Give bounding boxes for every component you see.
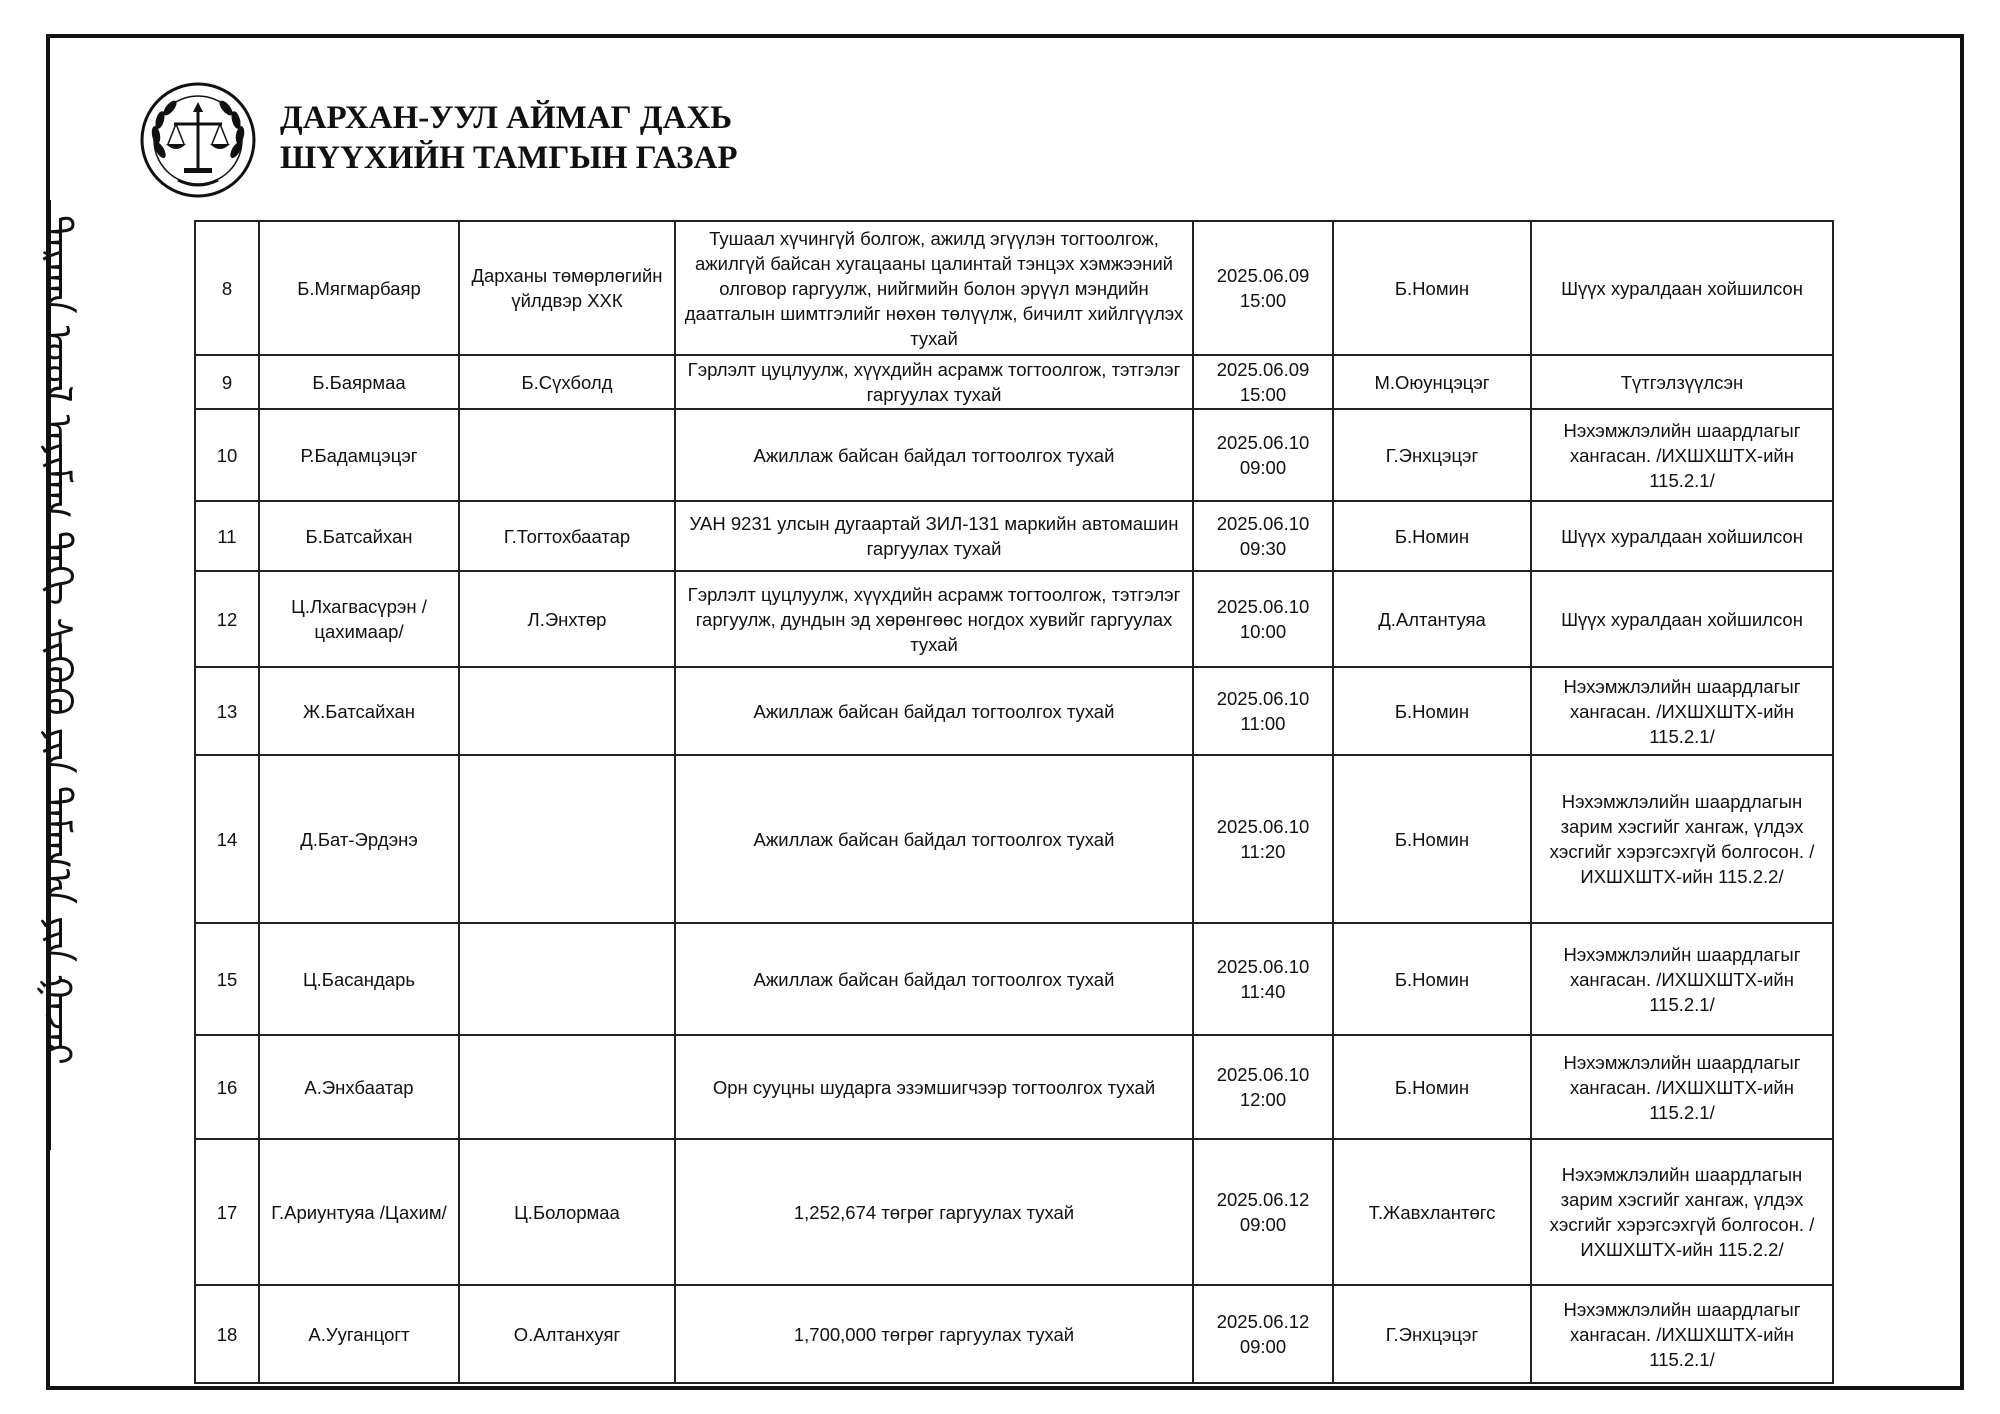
hearing-date: 2025.06.10 (1216, 1064, 1310, 1085)
claim-cell: Ажиллаж байсан байдал тогтоолгох тухай (675, 755, 1193, 923)
table-row (195, 501, 1833, 571)
judge-cell: Б.Номин (1333, 501, 1531, 571)
status-cell: Шүүх хуралдаан хойшилсон (1531, 501, 1833, 571)
organization-name (280, 98, 737, 178)
hearing-datetime-cell (1193, 355, 1333, 409)
claim-cell: Ажиллаж байсан байдал тогтоолгох тухай (675, 409, 1193, 501)
claim-cell: 1,252,674 төгрөг гаргуулах тухай (675, 1139, 1193, 1285)
case-number-cell: 11 (195, 501, 259, 571)
plaintiff-cell: Б.Мягмарбаяр (259, 221, 459, 355)
status-cell: Нэхэмжлэлийн шаардлагыг хангасан. /ИХШХШТХ-ийн 115.2.1/ (1531, 1035, 1833, 1139)
case-number-cell: 18 (195, 1285, 259, 1383)
case-number-cell: 16 (195, 1035, 259, 1139)
table-row (195, 923, 1833, 1035)
judge-cell: Б.Номин (1333, 923, 1531, 1035)
judge-cell: Б.Номин (1333, 755, 1531, 923)
hearing-time: 15:00 (1239, 384, 1287, 405)
table-row (195, 1139, 1833, 1285)
plaintiff-cell: А.Энхбаатар (259, 1035, 459, 1139)
hearing-datetime-cell (1193, 755, 1333, 923)
hearing-time: 09:30 (1239, 538, 1287, 559)
org-line-1: ДАРХАН-УУЛ АЙМАГ ДАХЬ (280, 100, 733, 136)
defendant-cell (459, 409, 675, 501)
case-number-cell: 14 (195, 755, 259, 923)
hearing-datetime-cell (1193, 1035, 1333, 1139)
table-row (195, 355, 1833, 409)
case-number-cell: 15 (195, 923, 259, 1035)
hearing-datetime-cell (1193, 221, 1333, 355)
claim-cell: Орн сууцны шударга эзэмшигчээр тогтоолгох тухай (675, 1035, 1193, 1139)
status-cell: Нэхэмжлэлийн шаардлагыг хангасан. /ИХШХШТХ-ийн 115.2.1/ (1531, 409, 1833, 501)
judge-cell: Б.Номин (1333, 1035, 1531, 1139)
scales-of-justice-emblem-icon (138, 80, 258, 200)
claim-cell: 1,700,000 төгрөг гаргуулах тухай (675, 1285, 1193, 1383)
hearing-time: 12:00 (1239, 1089, 1287, 1110)
hearing-datetime-cell (1193, 571, 1333, 667)
defendant-cell (459, 667, 675, 755)
org-line-2: ШҮҮХИЙН ТАМГЫН ГАЗАР (280, 140, 738, 176)
hearing-datetime-cell (1193, 667, 1333, 755)
defendant-cell (459, 1035, 675, 1139)
hearing-date: 2025.06.10 (1216, 956, 1310, 977)
case-number-cell: 9 (195, 355, 259, 409)
table-row (195, 1285, 1833, 1383)
plaintiff-cell: Г.Ариунтуяа /Цахим/ (259, 1139, 459, 1285)
defendant-cell: Г.Тогтохбаатар (459, 501, 675, 571)
status-cell: Нэхэмжлэлийн шаардлагыг хангасан. /ИХШХШТХ-ийн 115.2.1/ (1531, 667, 1833, 755)
hearing-date: 2025.06.09 (1216, 265, 1310, 286)
defendant-cell: Л.Энхтөр (459, 571, 675, 667)
table-row (195, 755, 1833, 923)
table-row (195, 571, 1833, 667)
hearing-datetime-cell (1193, 923, 1333, 1035)
defendant-cell: Дарханы төмөрлөгийн үйлдвэр ХХК (459, 221, 675, 355)
table-row (195, 667, 1833, 755)
claim-cell: Гэрлэлт цуцлуулж, хүүхдийн асрамж тогтоолгож, тэтгэлэг гаргуулах тухай (675, 355, 1193, 409)
hearing-date: 2025.06.10 (1216, 432, 1310, 453)
case-number-cell: 13 (195, 667, 259, 755)
case-number-cell: 10 (195, 409, 259, 501)
claim-cell: Тушаал хүчингүй болгож, ажилд эгүүлэн тогтоолгож, ажилгүй байсан хугацааны цалинтай тэнцэх хэмжээний олговор гаргуулж, нийгмийн болон эрүүл мэндийн даатгалын шимтгэлийг нөхөн төлүүлж, бичилт хийлгүүлэх тухай (675, 221, 1193, 355)
status-cell: Нэхэмжлэлийн шаардлагын зарим хэсгийг хангаж, үлдэх хэсгийг хэрэгсэхгүй болгосон. /ИХШХШТХ-ийн 115.2.2/ (1531, 1139, 1833, 1285)
status-cell: Нэхэмжлэлийн шаардлагын зарим хэсгийг хангаж, үлдэх хэсгийг хэрэгсэхгүй болгосон. /ИХШХШТХ-ийн 115.2.2/ (1531, 755, 1833, 923)
defendant-cell (459, 923, 675, 1035)
case-number-cell: 12 (195, 571, 259, 667)
hearing-date: 2025.06.10 (1216, 688, 1310, 709)
hearing-date: 2025.06.12 (1216, 1189, 1310, 1210)
plaintiff-cell: Ц.Басандарь (259, 923, 459, 1035)
status-cell: Шүүх хуралдаан хойшилсон (1531, 221, 1833, 355)
hearing-time: 11:40 (1240, 981, 1286, 1002)
status-cell: Нэхэмжлэлийн шаардлагыг хангасан. /ИХШХШТХ-ийн 115.2.1/ (1531, 923, 1833, 1035)
plaintiff-cell: Б.Батсайхан (259, 501, 459, 571)
hearing-time: 15:00 (1239, 290, 1287, 311)
hearing-time: 11:00 (1240, 713, 1286, 734)
status-cell: Шүүх хуралдаан хойшилсон (1531, 571, 1833, 667)
case-number-cell: 17 (195, 1139, 259, 1285)
hearing-datetime-cell (1193, 1139, 1333, 1285)
plaintiff-cell: Д.Бат-Эрдэнэ (259, 755, 459, 923)
claim-cell: УАН 9231 улсын дугаартай ЗИЛ-131 маркийн автомашин гаргуулах тухай (675, 501, 1193, 571)
hearing-time: 09:00 (1239, 1214, 1287, 1235)
mongolian-script-side-text: ᠳᠠᠷᠬᠠᠨ ᠤᠤᠯ ᠠᠶᠢᠮᠠᠭ ᠳᠠᠬᠢ ᠰᠢᠭᠦᠬᠦ ᠶᠢᠨ ᠲᠠᠮᠠᠭ᠎ᠠ ᠶᠢᠨ ᠭᠠᠵᠠᠷ (36, 215, 80, 1065)
hearing-date: 2025.06.09 (1216, 359, 1310, 380)
plaintiff-cell: Б.Баярмаа (259, 355, 459, 409)
claim-cell: Ажиллаж байсан байдал тогтоолгох тухай (675, 667, 1193, 755)
plaintiff-cell: Ж.Батсайхан (259, 667, 459, 755)
case-number-cell: 8 (195, 221, 259, 355)
hearing-datetime-cell (1193, 1285, 1333, 1383)
defendant-cell (459, 755, 675, 923)
defendant-cell: Б.Сүхболд (459, 355, 675, 409)
judge-cell: Д.Алтантуяа (1333, 571, 1531, 667)
status-cell: Нэхэмжлэлийн шаардлагыг хангасан. /ИХШХШТХ-ийн 115.2.1/ (1531, 1285, 1833, 1383)
judge-cell: Г.Энхцэцэг (1333, 409, 1531, 501)
table-row (195, 409, 1833, 501)
hearing-date: 2025.06.12 (1216, 1311, 1310, 1332)
plaintiff-cell: Ц.Лхагвасүрэн /цахимаар/ (259, 571, 459, 667)
hearing-time: 11:20 (1240, 841, 1286, 862)
judge-cell: Б.Номин (1333, 667, 1531, 755)
judge-cell: Т.Жавхлантөгс (1333, 1139, 1531, 1285)
hearing-datetime-cell (1193, 501, 1333, 571)
table-row (195, 1035, 1833, 1139)
table-row (195, 221, 1833, 355)
hearing-datetime-cell (1193, 409, 1333, 501)
court-cases-table (194, 220, 1834, 1384)
hearing-date: 2025.06.10 (1216, 513, 1310, 534)
hearing-time: 10:00 (1239, 621, 1287, 642)
claim-cell: Ажиллаж байсан байдал тогтоолгох тухай (675, 923, 1193, 1035)
judge-cell: Г.Энхцэцэг (1333, 1285, 1531, 1383)
status-cell: Түтгэлзүүлсэн (1531, 355, 1833, 409)
hearing-date: 2025.06.10 (1216, 816, 1310, 837)
hearing-time: 09:00 (1239, 457, 1287, 478)
plaintiff-cell: А.Ууганцогт (259, 1285, 459, 1383)
hearing-time: 09:00 (1239, 1336, 1287, 1357)
hearing-date: 2025.06.10 (1216, 596, 1310, 617)
defendant-cell: О.Алтанхуяг (459, 1285, 675, 1383)
defendant-cell: Ц.Болормаа (459, 1139, 675, 1285)
judge-cell: М.Оюунцэцэг (1333, 355, 1531, 409)
claim-cell: Гэрлэлт цуцлуулж, хүүхдийн асрамж тогтоолгож, тэтгэлэг гаргуулж, дундын эд хөрөнгөөс ногдох хувийг гаргуулах тухай (675, 571, 1193, 667)
judge-cell: Б.Номин (1333, 221, 1531, 355)
plaintiff-cell: Р.Бадамцэцэг (259, 409, 459, 501)
